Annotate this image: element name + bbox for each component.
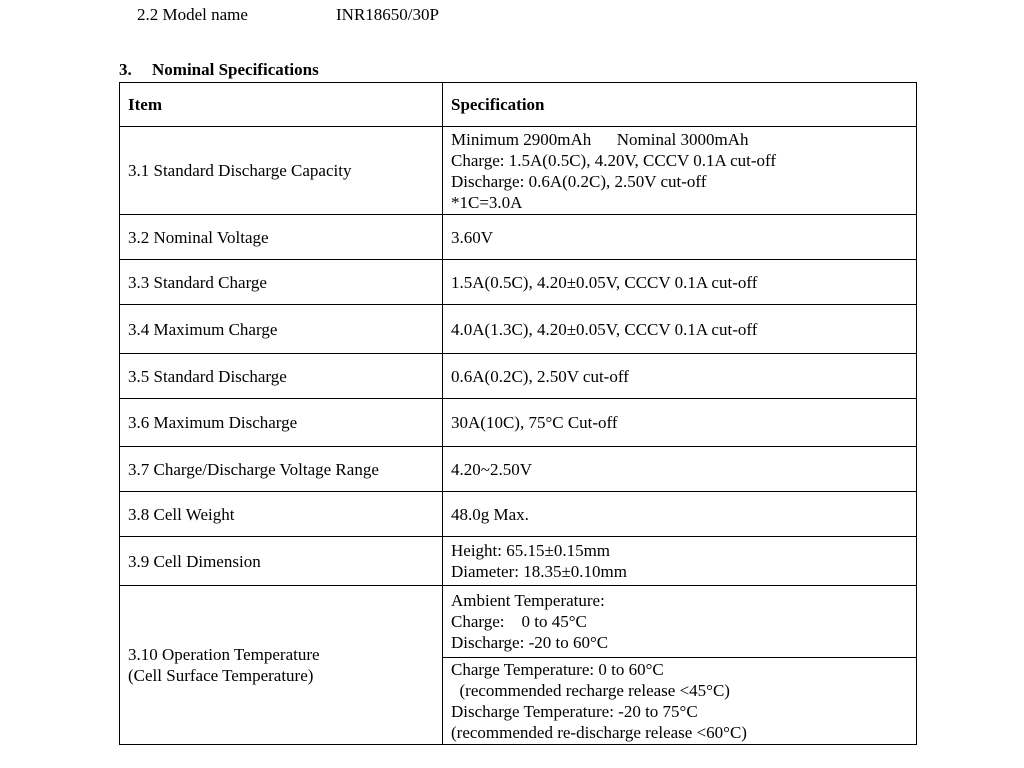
item-cell: 3.5 Standard Discharge — [120, 354, 443, 399]
item-cell: 3.4 Maximum Charge — [120, 305, 443, 354]
item-cell: 3.6 Maximum Discharge — [120, 399, 443, 447]
spec-line: Discharge: 0.6A(0.2C), 2.50V cut-off — [451, 171, 707, 191]
nominal-specifications-table — [119, 82, 917, 745]
item-cell: 3.9 Cell Dimension — [120, 537, 443, 586]
table-row — [120, 127, 917, 215]
table-row — [120, 215, 917, 260]
section-number: 3. — [119, 60, 132, 79]
ambient-temperature-block — [443, 586, 916, 658]
spec-cell: 3.60V — [443, 215, 917, 260]
item-cell: 3.7 Charge/Discharge Voltage Range — [120, 447, 443, 492]
section-title — [119, 59, 319, 81]
spec-cell: 30A(10C), 75°C Cut-off — [443, 399, 917, 447]
table-row — [120, 399, 917, 447]
item-cell: 3.3 Standard Charge — [120, 260, 443, 305]
section-title-text: Nominal Specifications — [152, 60, 319, 79]
spec-line: Minimum 2900mAh Nominal 3000mAh — [451, 129, 749, 149]
item-cell: 3.1 Standard Discharge Capacity — [120, 127, 443, 215]
spec-cell — [443, 127, 917, 215]
spec-cell: 4.20~2.50V — [443, 447, 917, 492]
spec-line: Discharge Temperature: -20 to 75°C — [451, 702, 698, 721]
cell-temperature-block — [443, 658, 916, 744]
table-row — [120, 586, 917, 745]
spec-line: Charge Temperature: 0 to 60°C — [451, 660, 664, 679]
item-line: 3.10 Operation Temperature — [128, 645, 320, 664]
spec-line: Diameter: 18.35±0.10mm — [451, 562, 627, 581]
spec-line: *1C=3.0A — [451, 192, 523, 212]
spec-line: Charge: 0 to 45°C — [451, 612, 587, 631]
header-specification: Specification — [443, 83, 917, 127]
table-row — [120, 260, 917, 305]
spec-line: (recommended recharge release <45°C) — [451, 681, 730, 700]
spec-line: Charge: 1.5A(0.5C), 4.20V, CCCV 0.1A cut-off — [451, 150, 777, 170]
spec-cell-split — [443, 586, 917, 745]
header-item: Item — [120, 83, 443, 127]
item-cell: 3.2 Nominal Voltage — [120, 215, 443, 260]
item-cell — [120, 586, 443, 745]
spec-cell: 48.0g Max. — [443, 492, 917, 537]
spec-cell: 4.0A(1.3C), 4.20±0.05V, CCCV 0.1A cut-off — [443, 305, 917, 354]
item-cell: 3.8 Cell Weight — [120, 492, 443, 537]
item-line: (Cell Surface Temperature) — [128, 666, 314, 685]
table-header-row — [120, 83, 917, 127]
model-name-label: 2.2 Model name — [137, 5, 248, 24]
spec-line: Height: 65.15±0.15mm — [451, 541, 611, 560]
spec-line: Discharge: -20 to 60°C — [451, 633, 609, 652]
table-row — [120, 354, 917, 399]
spec-cell — [443, 537, 917, 586]
spec-cell: 1.5A(0.5C), 4.20±0.05V, CCCV 0.1A cut-off — [443, 260, 917, 305]
table-row — [120, 537, 917, 586]
table-row — [120, 447, 917, 492]
spec-line: Ambient Temperature: — [451, 591, 605, 610]
spec-line: (recommended re-discharge release <60°C) — [451, 723, 747, 742]
table-row — [120, 305, 917, 354]
table-row — [120, 492, 917, 537]
spec-cell: 0.6A(0.2C), 2.50V cut-off — [443, 354, 917, 399]
model-name-value: INR18650/30P — [336, 5, 439, 24]
